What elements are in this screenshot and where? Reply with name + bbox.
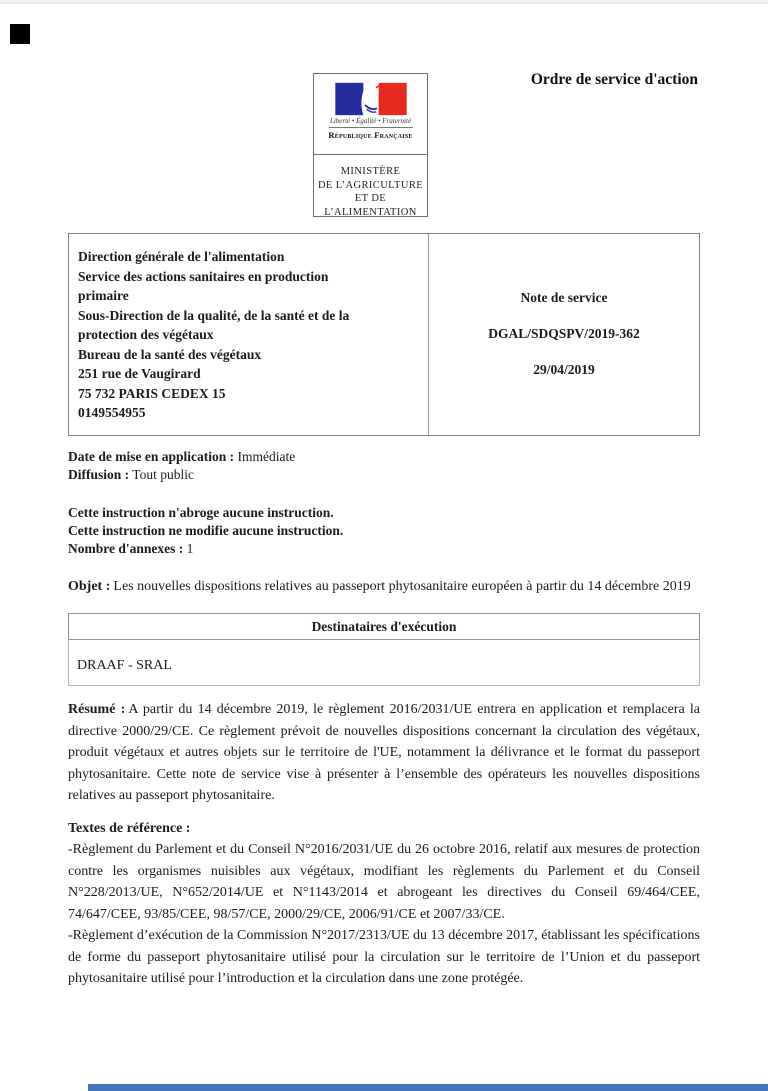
application-date-line: [68, 448, 700, 466]
objet-label: Objet :: [68, 579, 111, 594]
marianne-flag-icon: [331, 82, 411, 116]
resume-paragraph: [68, 699, 700, 807]
annexes-label: Nombre d'annexes :: [68, 541, 184, 556]
ministry-line: MINISTÈRE: [340, 166, 401, 177]
ministry-logo: [313, 73, 428, 217]
application-date-value: Immédiate: [237, 449, 296, 464]
reference-item: -Règlement du Parlement et du Conseil N°2016/2031/UE du 26 octobre 2016, relatif aux mesures de protection contre les organismes nuisibles aux végétaux, modifiant les règlements du Parlement et du Conseil N°228/2013/UE, N°652/2014/UE et N°1143/2014 et abrogeant les directives du Conseil 69/464/CEE, 74/647/CEE, 93/85/CEE, 98/57/CE, 2000/29/CE, 2006/91/CE et 2007/33/CE.: [68, 842, 700, 922]
ministry-line: L’ALIMENTATION: [324, 206, 417, 218]
republique-francaise-block: [314, 82, 427, 155]
sender-line: primaire: [78, 288, 129, 303]
application-date-label: Date de mise en application :: [68, 449, 235, 464]
sender-line: Bureau de la santé des végétaux: [78, 346, 262, 362]
sender-line: 251 rue de Vaugirard: [78, 366, 201, 381]
abroge-line: Cette instruction n'abroge aucune instruction.: [68, 505, 334, 520]
destinataires-table: [68, 613, 700, 686]
objet-paragraph: [68, 577, 700, 596]
ministry-name: [314, 155, 427, 219]
sender-line: protection des végétaux: [78, 327, 214, 342]
references-label: Textes de référence :: [68, 820, 191, 836]
sender-line: 0149554955: [78, 405, 146, 420]
destinataires-header: Destinataires d'exécution: [68, 613, 700, 640]
window-top-edge: [0, 0, 768, 4]
diffusion-value: Tout public: [132, 467, 194, 482]
note-reference: DGAL/SDQSPV/2019-362: [488, 326, 640, 341]
sender-line: Direction générale de l'alimentation: [78, 249, 285, 264]
diffusion-label: Diffusion :: [68, 467, 130, 482]
resume-text: A partir du 14 décembre 2019, le règlement 2016/2031/UE entrera en application et remplacera la directive 2000/29/CE. Ce règlement prévoit de nouvelles dispositions concernant la circulation des végétaux, produit végétaux et autres objets sur le territoire de l'UE, notamment la délivrance et le format du passeport phytosanitaire. Cette note de service vise à présenter à l’ensemble des opérateurs les nouvelles dispositions relatives au passeport phytosanitaire.: [68, 702, 700, 803]
annexes-line: [68, 540, 700, 558]
sender-line: Service des actions sanitaires en production: [78, 268, 329, 284]
note-identification: [428, 234, 699, 435]
sender-line: 75 732 PARIS CEDEX 15: [78, 385, 226, 401]
doc-type-title: Ordre de service d'action: [530, 71, 698, 88]
resume-label: Résumé :: [68, 702, 126, 717]
annexes-value: 1: [186, 541, 194, 556]
republic-label: République Française: [328, 130, 413, 140]
motto-rule: [329, 127, 413, 128]
sender-box: [68, 233, 700, 436]
bottom-taskbar-strip: [88, 1084, 768, 1091]
note-date: 29/04/2019: [533, 362, 595, 377]
references-section: [68, 818, 700, 990]
ministry-line: DE L’AGRICULTURE: [317, 179, 424, 191]
objet-text: Les nouvelles dispositions relatives au passeport phytosanitaire européen à partir du 14 décembre 2019: [113, 579, 691, 594]
motto-label: Liberté • Égalité • Fraternité: [329, 117, 412, 125]
destinataires-value: DRAAF - SRAL: [68, 640, 700, 686]
modifie-line: Cette instruction ne modifie aucune instruction.: [68, 523, 344, 538]
document-body: [68, 448, 700, 990]
cursor-block-artifact: [10, 24, 30, 44]
ministry-line: ET DE: [354, 193, 387, 204]
sender-address: [69, 234, 428, 435]
sender-line: Sous-Direction de la qualité, de la santé et de la: [78, 307, 350, 323]
reference-item: -Règlement d’exécution de la Commission N°2017/2313/UE du 13 décembre 2017, établissant les spécifications de forme du passeport phytosanitaire utilisé pour la circulation sur le territoire de l’Union et du passeport phytosanitaire utilisé pour l’introduction et la circulation dans une zone protégée.: [68, 928, 700, 986]
note-type: Note de service: [520, 290, 608, 305]
diffusion-line: [68, 466, 700, 484]
